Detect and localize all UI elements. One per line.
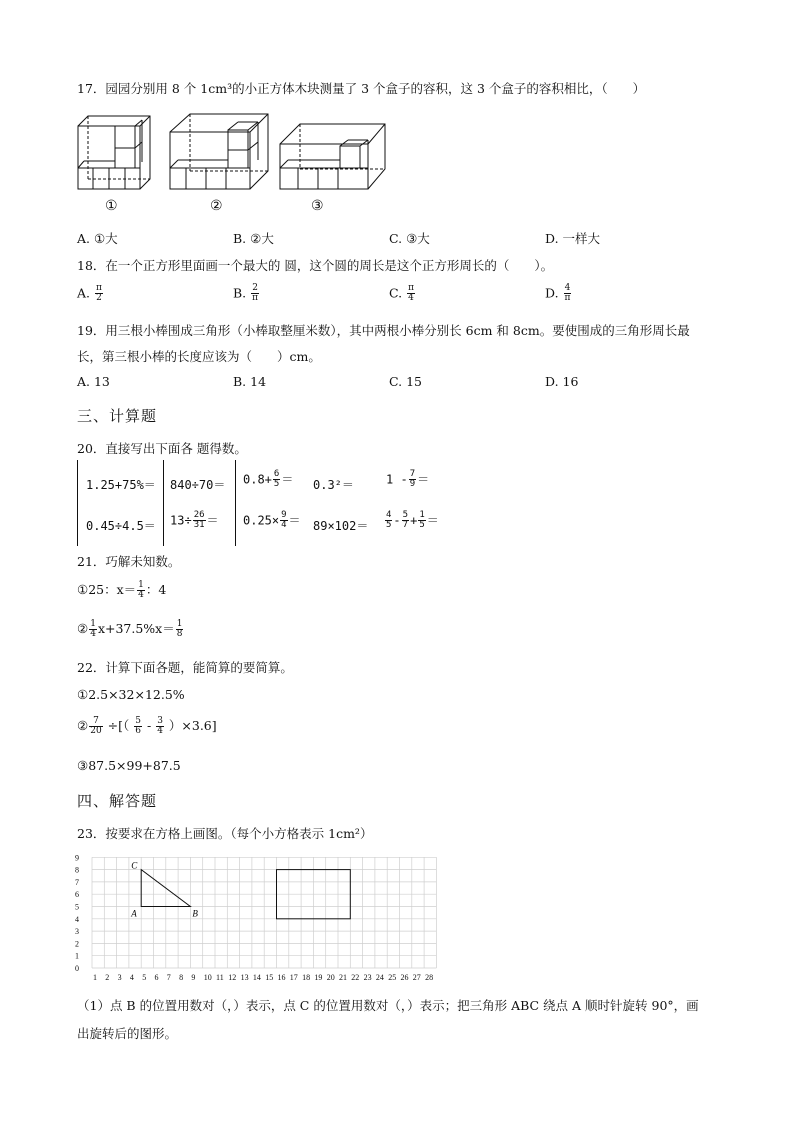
x-tick-label: 7 xyxy=(166,973,171,982)
x-tick-label: 28 xyxy=(425,973,434,982)
x-tick-label: 8 xyxy=(179,973,184,982)
x-tick-label: 9 xyxy=(191,973,196,982)
x-tick-label: 4 xyxy=(129,973,134,982)
q19-option-d[interactable]: D. 16 xyxy=(545,374,579,389)
q18-text: 18．在一个正方形里面画一个最大的 圆，这个圆的周长是这个正方形周长的（ ）。 xyxy=(77,258,554,273)
q20-table-border xyxy=(77,460,78,546)
q22-text: 22．计算下面各题，能简算的要简算。 xyxy=(77,660,293,675)
section-4-heading: 四、解答题 xyxy=(77,792,158,810)
x-tick-label: 5 xyxy=(142,973,147,982)
q21-equation-2: ② $\frac{1}{4}$ x+37.5%x＝ $\frac{1}{8}$ xyxy=(77,618,183,639)
q20-r1-c5: 1 - $\frac{7}{9}$ ＝ xyxy=(386,469,430,490)
q23-sub1-line-2: 出旋转后的图形。 xyxy=(77,1026,178,1041)
y-tick-label: 8 xyxy=(75,865,79,875)
x-tick-label: 1 xyxy=(93,973,97,982)
q20-r2-c3: 0.25× $\frac{9}{4}$ ＝ xyxy=(243,510,301,531)
q17-option-b[interactable]: B. ②大 xyxy=(233,231,274,246)
q20-r1-c3: 0.8+ $\frac{6}{5}$ ＝ xyxy=(243,469,294,490)
y-tick-label: 1 xyxy=(75,951,79,961)
box-label-3: ③ xyxy=(311,198,324,214)
q17-text: 17．园园分别用 8 个 1cm³的小正方体木块测量了 3 个盒子的容积，这 3 个盒子的容积相比，（ ） xyxy=(77,81,646,96)
y-tick-label: 5 xyxy=(75,902,79,912)
q22-expression-3: ③87.5×99+87.5 xyxy=(77,758,181,773)
x-tick-label: 17 xyxy=(289,973,298,982)
q19-line-1: 19．用三根小棒围成三角形（小棒取整厘米数），其中两根小棒分别长 6cm 和 8cm。要使围成的三角形周长最 xyxy=(77,323,690,338)
q20-r2-c4: 89×102＝ xyxy=(313,519,369,533)
q18-option-d[interactable]: D. $\frac{4}{\pi}$ xyxy=(545,283,571,304)
q19-option-a[interactable]: A. 13 xyxy=(77,374,110,389)
x-tick-label: 3 xyxy=(117,973,122,982)
x-tick-label: 2 xyxy=(105,973,110,982)
section-3-heading: 三、计算题 xyxy=(77,407,158,425)
q20-r1-c4: 0.3²＝ xyxy=(313,478,354,492)
y-tick-label: 3 xyxy=(75,927,79,937)
box-3 xyxy=(280,124,385,189)
x-tick-label: 12 xyxy=(228,973,237,982)
q23-sub1-line-1: （1）点 B 的位置用数对（，）表示，点 C 的位置用数对（，）表示；把三角形 ABC 绕点 A 顺时针旋转 90°，画 xyxy=(77,998,699,1013)
x-tick-label: 15 xyxy=(265,973,274,982)
q21-text: 21．巧解未知数。 xyxy=(77,554,181,569)
q18-option-a[interactable]: A. $\frac{\pi}{2}$ xyxy=(77,283,102,304)
x-tick-label: 25 xyxy=(388,973,397,982)
q17-option-d[interactable]: D. 一样大 xyxy=(545,231,601,246)
point-b-label: B xyxy=(192,908,198,919)
q20-table-divider-1 xyxy=(163,460,164,546)
q17-option-a[interactable]: A. ①大 xyxy=(77,231,118,246)
q19-option-b[interactable]: B. 14 xyxy=(233,374,267,389)
y-tick-label: 4 xyxy=(75,914,79,924)
box-2 xyxy=(170,114,268,189)
x-tick-label: 20 xyxy=(326,973,335,982)
q20-r2-c5: $\frac{4}{5}$ - $\frac{5}{7}$ + $\frac{1}{5}$ ＝ xyxy=(386,510,439,531)
x-tick-label: 24 xyxy=(375,973,384,982)
x-tick-label: 21 xyxy=(339,973,347,982)
y-tick-label: 2 xyxy=(75,939,79,949)
x-tick-label: 22 xyxy=(351,973,360,982)
x-tick-label: 11 xyxy=(216,973,224,982)
x-tick-label: 6 xyxy=(154,973,159,982)
q19-line-2: 长，第三根小棒的长度应该为（ ）cm。 xyxy=(77,349,321,364)
q18-option-b[interactable]: B. $\frac{2}{\pi}$ xyxy=(233,283,259,304)
q23-text: 23．按要求在方格上画图。（每个小方格表示 1cm²） xyxy=(77,826,373,841)
q17-boxes-figure xyxy=(70,106,400,216)
q19-option-c[interactable]: C. 15 xyxy=(389,374,422,389)
x-tick-label: 18 xyxy=(302,973,311,982)
x-tick-label: 19 xyxy=(314,973,323,982)
q20-r2-c2: 13÷ $\frac{26}{31}$ ＝ xyxy=(170,510,219,531)
q20-r1-c2: 840÷70＝ xyxy=(170,478,226,492)
point-c-label: C xyxy=(131,860,138,871)
q17-option-c[interactable]: C. ③大 xyxy=(389,231,430,246)
q23-grid[interactable] xyxy=(70,850,440,985)
x-tick-label: 27 xyxy=(412,973,421,982)
y-tick-label: 9 xyxy=(75,853,79,863)
q22-expression-1: ①2.5×32×12.5% xyxy=(77,687,185,702)
x-tick-label: 13 xyxy=(240,973,249,982)
box-1 xyxy=(78,116,150,189)
q20-text: 20．直接写出下面各 题得数。 xyxy=(77,441,247,456)
x-tick-label: 14 xyxy=(252,973,261,982)
q22-expression-2: ② $\frac{7}{20}$ ÷[（ $\frac{5}{6}$ - $\frac{3}{4}$ ）×3.6] xyxy=(77,715,217,736)
y-tick-label: 6 xyxy=(75,890,79,900)
q20-r1-c1: 1.25+75%＝ xyxy=(86,478,156,492)
q20-table-divider-2 xyxy=(235,460,236,546)
x-tick-label: 23 xyxy=(363,973,372,982)
y-tick-label: 0 xyxy=(75,964,79,973)
x-tick-label: 16 xyxy=(277,973,286,982)
y-tick-label: 7 xyxy=(75,877,79,887)
q20-r2-c1: 0.45÷4.5＝ xyxy=(86,519,156,533)
box-label-2: ② xyxy=(210,198,223,214)
q21-equation-1: ①25：x＝ $\frac{1}{4}$ ：4 xyxy=(77,579,167,600)
x-tick-label: 10 xyxy=(203,973,212,982)
q18-option-c[interactable]: C. $\frac{\pi}{4}$ xyxy=(389,283,414,304)
x-tick-label: 26 xyxy=(400,973,409,982)
box-label-1: ① xyxy=(105,198,118,214)
point-a-label: A xyxy=(131,908,137,919)
